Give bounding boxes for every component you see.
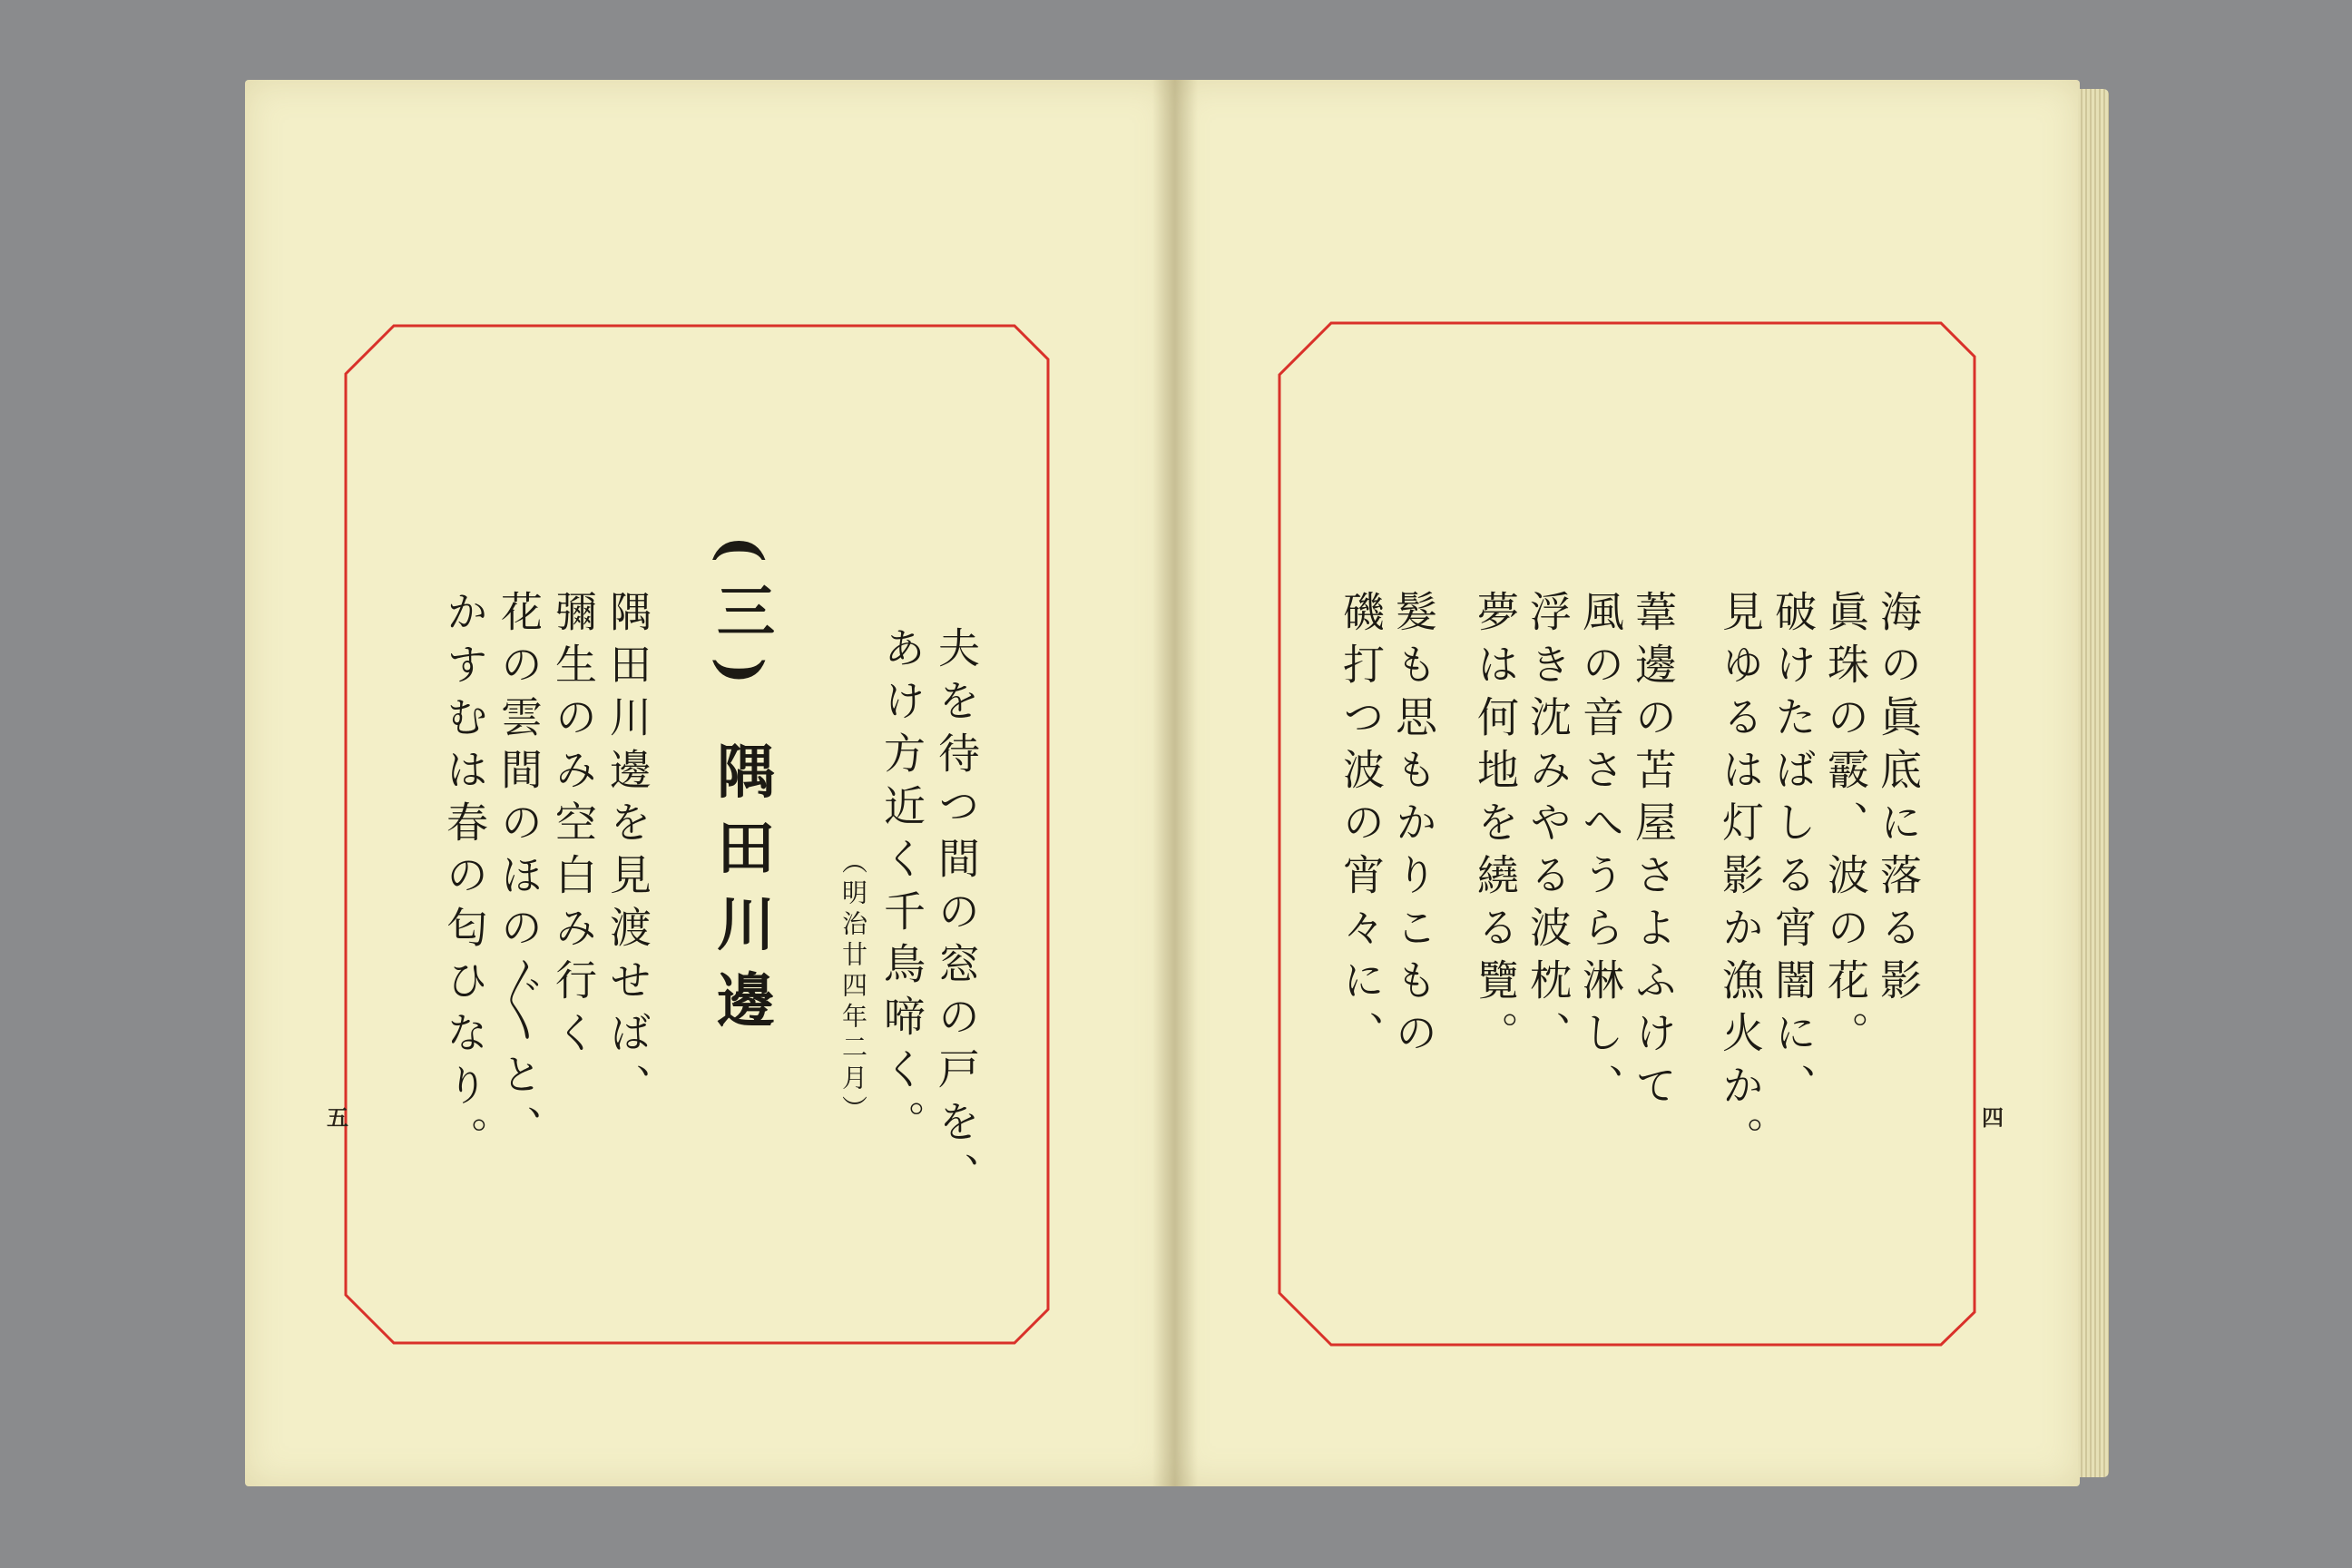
section-line-3: 花の雲間のほの〴〵と、 — [495, 590, 544, 1158]
section-line-2: 彌生のみ空白み行く — [549, 590, 598, 1063]
section-heading: (三) 隅田川邊 — [707, 535, 775, 1046]
section-line-4: かすむは春の匂ひなり。 — [440, 590, 489, 1169]
right-page-number: 四 — [1982, 1104, 2004, 1131]
right-line-1: 海の眞底に落る影 — [1874, 590, 1923, 1011]
right-line-9: 髮も思もかりこもの — [1389, 590, 1438, 1063]
right-line-6: 風の音さへうら淋し、 — [1576, 590, 1625, 1116]
right-line-3: 破けたばしる宵闇に、 — [1769, 590, 1818, 1116]
section-line-1: 隅田川邊を見渡せば、 — [603, 590, 652, 1116]
left-page-number: 五 — [327, 1104, 348, 1131]
right-line-2: 眞珠の霰、波の花。 — [1821, 590, 1870, 1063]
right-line-10: 磯打つ波の宵々に、 — [1337, 590, 1386, 1063]
left-poem-line-2: あけ方近く千鳥啼く。 — [877, 626, 926, 1152]
left-poem-line-1: 夫を待つ間の窓の戸を、 — [932, 626, 981, 1205]
poem-date: （明治廿四年二月） — [838, 848, 868, 1126]
right-line-5: 葦邊の苫屋さよふけて — [1629, 590, 1678, 1116]
right-line-4: 見ゆるは灯影か漁火か。 — [1716, 590, 1765, 1169]
right-line-7: 浮き沈みやる波枕、 — [1524, 590, 1573, 1063]
book-gutter — [1152, 80, 1198, 1486]
page-edges — [2078, 89, 2109, 1477]
right-line-8: 夢は何地を繞る覽。 — [1471, 590, 1520, 1063]
